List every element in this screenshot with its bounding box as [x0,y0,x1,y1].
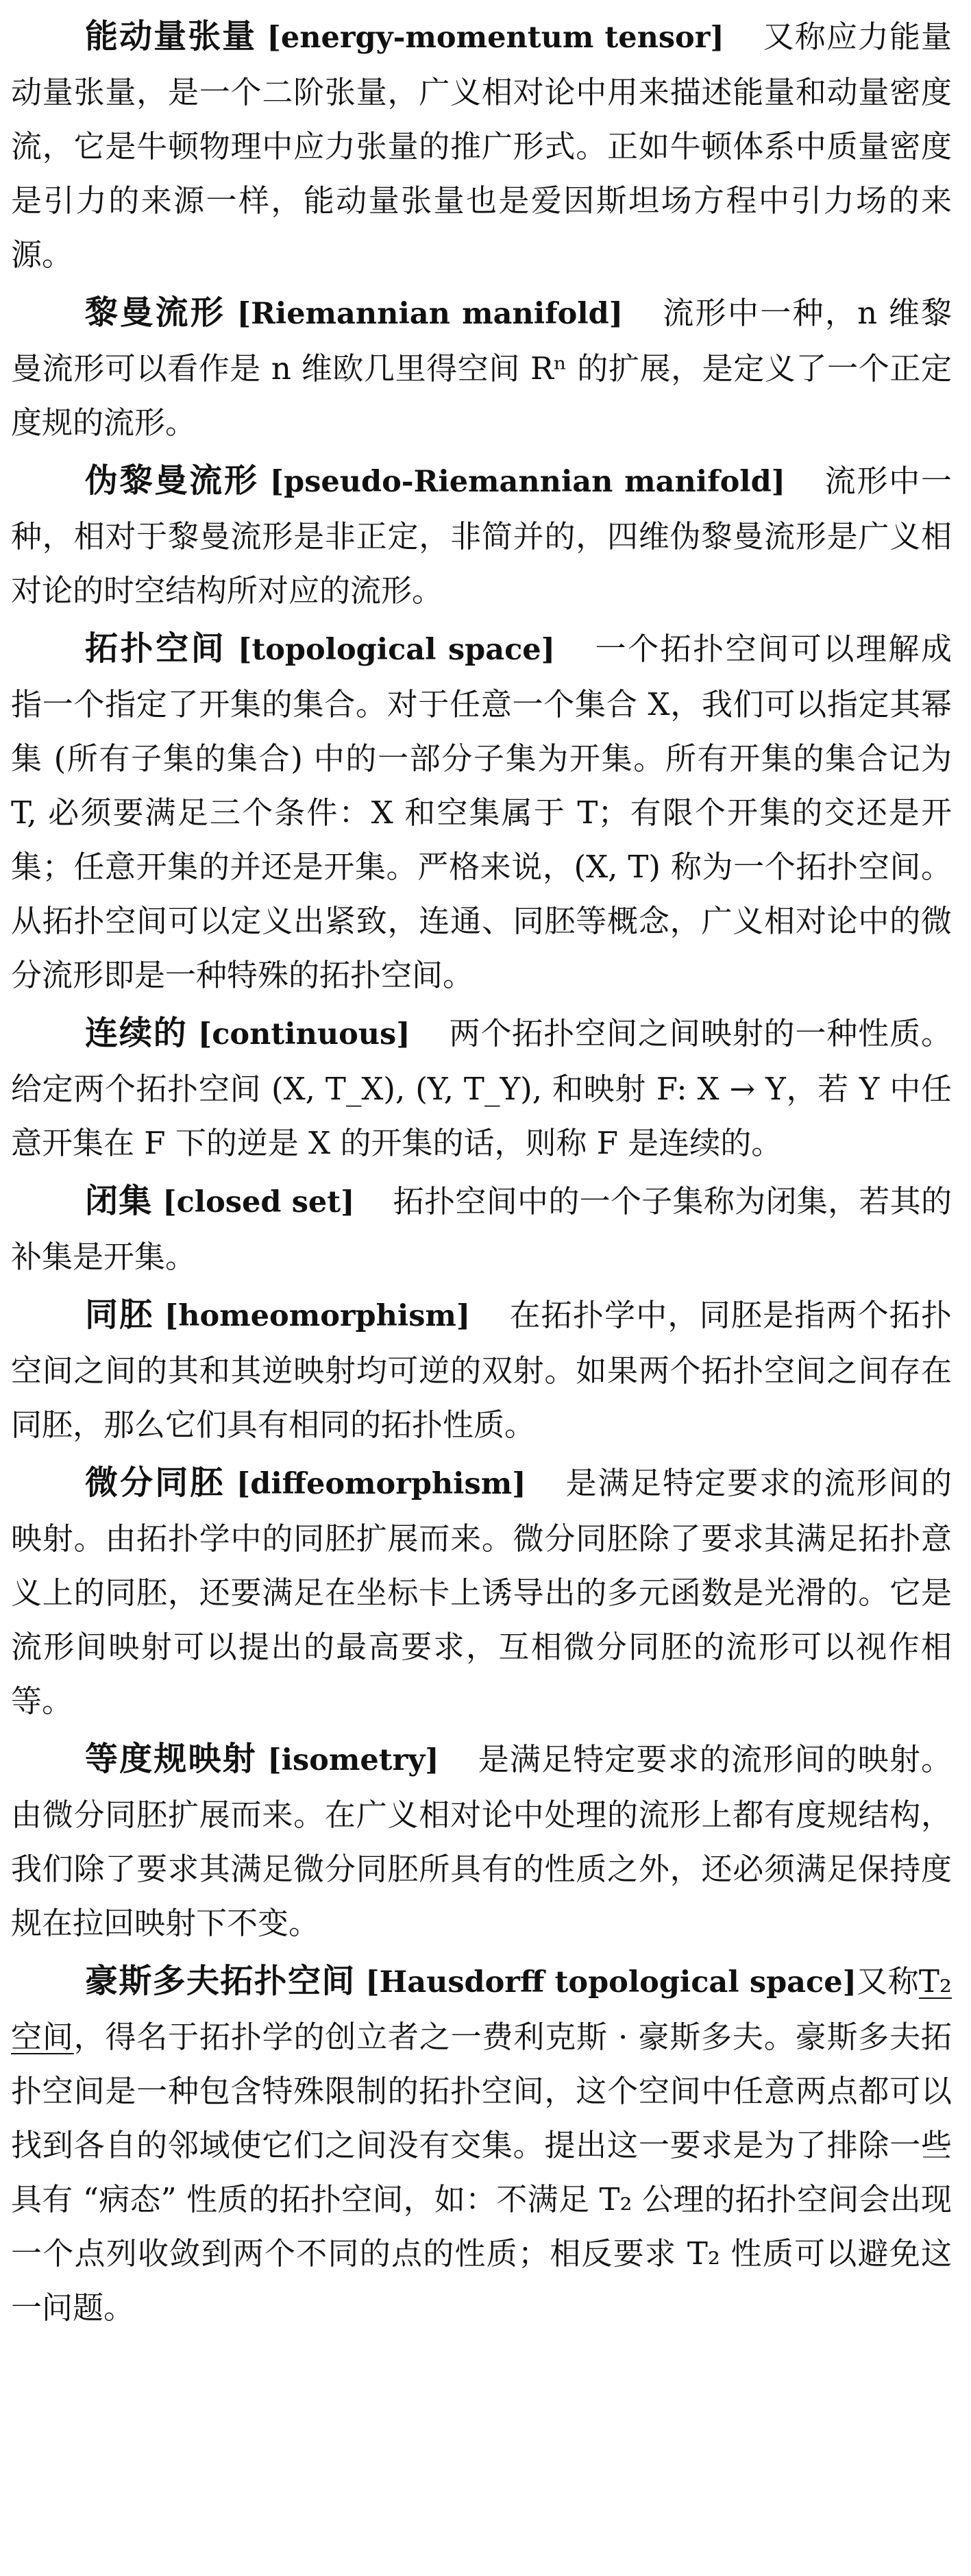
entry-definition: 是满足特定要求的流形间的映射。由拓扑学中的同胚扩展而来。微分同胚除了要求其满足拓扑意义上的同胚，还要满足在坐标卡上诱导出的多元函数是光滑的。它是流形间映射可以提出的最高要求，互相微分同胚的流形可以视作相等。 [11,1465,952,1719]
entry-energy-momentum-tensor [11,10,952,282]
entry-term: 能动量张量 [85,17,257,56]
entry-definition: 一个拓扑空间可以理解成指一个指定了开集的集合。对于任意一个集合 X，我们可以指定其幂集 (所有子集的集合) 中的一部分子集为开集。所有开集的集合记为 T, 必须要满足三个条件：X 和空集属于 T；有限个开集的交还是开集；任意开集的并还是开集。严格来说，(X, T) 称为一个拓扑空间。从拓扑空间可以定义出紧致，连通、同胚等概念，广义相对论中的微分流形即是一种特殊的拓扑空间。 [11,631,952,993]
entry-term: 等度规映射 [85,1740,257,1778]
entry-definition: 流形中一种，n 维黎曼流形可以看作是 n 维欧几里得空间 Rⁿ 的扩展，是定义了一个正定度规的流形。 [11,295,952,441]
entry-isometry [11,1732,952,1950]
entry-term: 豪斯多夫拓扑空间 [85,1962,356,2000]
entry-english: [energy-momentum tensor] [267,21,724,55]
entry-diffeomorphism [11,1456,952,1728]
entry-english: [closed set] [162,1185,355,1219]
entry-term: 微分同胚 [85,1463,225,1502]
entry-pseudo-riemannian-manifold [11,454,952,618]
entry-term: 闭集 [85,1182,153,1220]
entry-term: 拓扑空间 [85,629,227,668]
entry-english: [Hausdorff topological space] [365,1965,857,2000]
entry-english: [isometry] [267,1743,439,1777]
entry-english: [homeomorphism] [164,1299,471,1333]
entry-term: 伪黎曼流形 [85,461,259,500]
entry-english: [diffeomorphism] [236,1467,526,1501]
entry-hausdorff-space [11,1954,952,2335]
entry-definition-prefix: 又称 [856,1963,919,2000]
entry-english: [pseudo-Riemannian manifold] [269,465,786,499]
entry-homeomorphism [11,1288,952,1452]
entry-definition: ，得名于拓扑学的创立者之一费利克斯 · 豪斯多夫。豪斯多夫拓扑空间是一种包含特殊限制的拓扑空间，这个空间中任意两点都可以找到各自的邻域使它们之间没有交集。提出这一要求是为了排除一些具有 “病态” 性质的拓扑空间，如：不满足 T₂ 公理的拓扑空间会出现一个点列收敛到两个不同的点的性质；相反要求 T₂ 性质可以避免这一问题。 [11,2019,952,2326]
entry-term: 连续的 [85,1014,188,1052]
entry-topological-space [11,622,952,1002]
entry-term: 同胚 [85,1296,154,1334]
entry-definition: 流形中一种，相对于黎曼流形是非正定，非简并的，四维伪黎曼流形是广义相对论的时空结构所对应的流形。 [11,463,952,609]
entry-english: [continuous] [197,1017,410,1052]
entry-closed-set [11,1174,952,1284]
entry-english: [topological space] [238,633,555,667]
entry-definition: 拓扑空间中的一个子集称为闭集，若其的补集是开集。 [11,1183,952,1275]
entry-definition: 两个拓扑空间之间映射的一种性质。给定两个拓扑空间 (X, T_X), (Y, T_Y), 和映射 F: X → Y，若 Y 中任意开集在 F 下的逆是 X 的开集的话，则称 F 是连续的。 [11,1015,952,1161]
entry-term: 黎曼流形 [85,293,226,332]
entry-definition: 是满足特定要求的流形间的映射。由微分同胚扩展而来。在广义相对论中处理的流形上都有度规结构，我们除了要求其满足微分同胚所具有的性质之外，还必须满足保持度规在拉回映射下不变。 [11,1741,952,1941]
entry-riemannian-manifold [11,286,952,450]
entry-definition: 在拓扑学中，同胚是指两个拓扑空间之间的其和其逆映射均可逆的双射。如果两个拓扑空间之间存在同胚，那么它们具有相同的拓扑性质。 [11,1297,952,1443]
t2-space-link[interactable]: T₂ 空间 [11,1963,952,2055]
entry-continuous [11,1006,952,1170]
entry-english: [Riemannian manifold] [236,297,624,331]
entry-definition: 又称应力能量动量张量，是一个二阶张量，广义相对论中用来描述能量和动量密度流，它是牛顿物理中应力张量的推广形式。正如牛顿体系中质量密度是引力的来源一样，能动量张量也是爱因斯坦场方程中引力场的来源。 [11,19,952,273]
